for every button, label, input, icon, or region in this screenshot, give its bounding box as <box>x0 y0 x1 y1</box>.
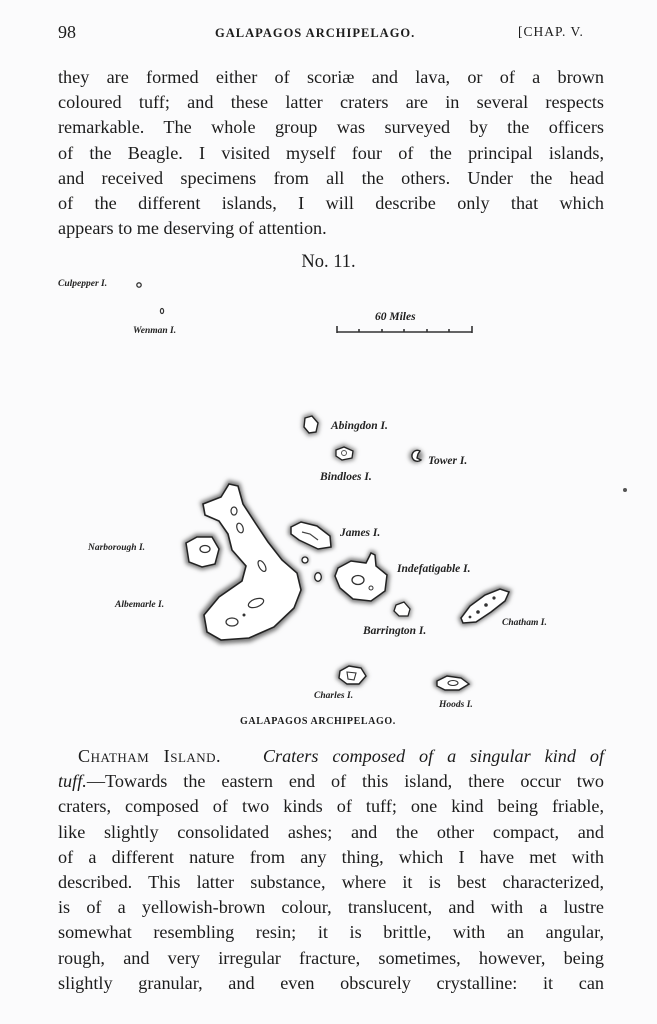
label-albemarle: Albemarle I. <box>115 600 165 610</box>
text-line: of a different nature from any thing, which I have met with <box>58 846 604 867</box>
text-line: coloured tuff; and these latter craters are in several respects <box>58 92 604 113</box>
label-charles: Charles I. <box>314 691 354 701</box>
label-bindloes: Bindloes I. <box>320 471 372 483</box>
section-title: Chatham Island. <box>78 746 222 766</box>
wenman-island-icon <box>160 309 163 314</box>
text-line: and received specimens from all the others. Under the head <box>58 167 604 188</box>
abingdon-island-icon <box>302 413 320 436</box>
text-line: of the Beagle. I visited myself four of the principal islands, <box>58 142 604 163</box>
text-line: craters, composed of two kinds of tuff; one kind being friable, <box>58 796 604 817</box>
label-hoods: Hoods I. <box>439 700 473 710</box>
text-line <box>58 744 604 769</box>
james-island-icon <box>288 520 334 552</box>
label-narborough: Narborough I. <box>88 543 146 553</box>
paragraph-intro <box>58 65 604 241</box>
charles-island-icon <box>336 664 368 686</box>
barrington-island-icon <box>392 600 412 618</box>
paragraph-chatham-island <box>58 744 604 996</box>
hoods-island-icon <box>434 674 472 692</box>
running-title: GALAPAGOS ARCHIPELAGO. <box>215 26 416 40</box>
text-line: somewhat resembling resin; it is brittle, with an angular, <box>58 922 604 943</box>
map-caption: GALAPAGOS ARCHIPELAGO. <box>240 716 396 727</box>
label-culpepper: Culpepper I. <box>58 279 108 289</box>
label-james: James I. <box>340 527 381 539</box>
bindloes-island-icon <box>333 444 356 462</box>
tower-island-icon <box>409 449 423 463</box>
label-tower: Tower I. <box>428 455 468 467</box>
chapter-label: [CHAP. V. <box>518 24 584 39</box>
text-line: they are formed either of scoriæ and lava, or of a brown <box>58 67 604 87</box>
text-line: remarkable. The whole group was surveyed by the officers <box>58 117 604 138</box>
section-subtitle-end: tuff. <box>58 771 87 792</box>
galapagos-map <box>0 270 657 740</box>
label-wenman: Wenman I. <box>133 326 177 336</box>
figure-number: No. 11. <box>301 252 356 272</box>
speck-mark <box>623 488 627 492</box>
text-line: is of a yellowish-brown colour, translucent, and with a lustre <box>58 897 604 918</box>
text-line: rough, and very irregular fracture, sometimes, however, being <box>58 947 604 968</box>
narborough-island-icon <box>183 534 222 570</box>
label-barrington: Barrington I. <box>363 625 427 637</box>
label-indefatigable: Indefatigable I. <box>397 563 471 575</box>
label-abingdon: Abingdon I. <box>331 420 388 432</box>
culpepper-island-icon <box>137 283 141 287</box>
text-line: appears to me deserving of attention. <box>58 218 327 239</box>
label-chatham: Chatham I. <box>502 618 547 628</box>
text-run: —Towards the eastern end of this island, there occur two <box>86 771 604 792</box>
text-line: like slightly consolidated ashes; and the other compact, and <box>58 821 604 842</box>
scale-label: 60 Miles <box>375 311 416 323</box>
text-line: described. This latter substance, where it is best characterized, <box>58 872 604 893</box>
map-illustration <box>0 270 657 740</box>
text-line: slightly granular, and even obscurely crystalline: it can <box>58 972 604 993</box>
text-line <box>58 769 604 794</box>
indefatigable-island-icon <box>332 550 390 604</box>
islet-icon <box>301 556 309 564</box>
text-line: of the different islands, I will describe only that which <box>58 193 604 214</box>
islet-icon <box>314 572 323 583</box>
section-subtitle: Craters composed of a singular kind of <box>262 746 605 766</box>
scale-bar <box>337 326 472 333</box>
page-number: 98 <box>58 22 76 42</box>
page-header <box>58 22 608 46</box>
